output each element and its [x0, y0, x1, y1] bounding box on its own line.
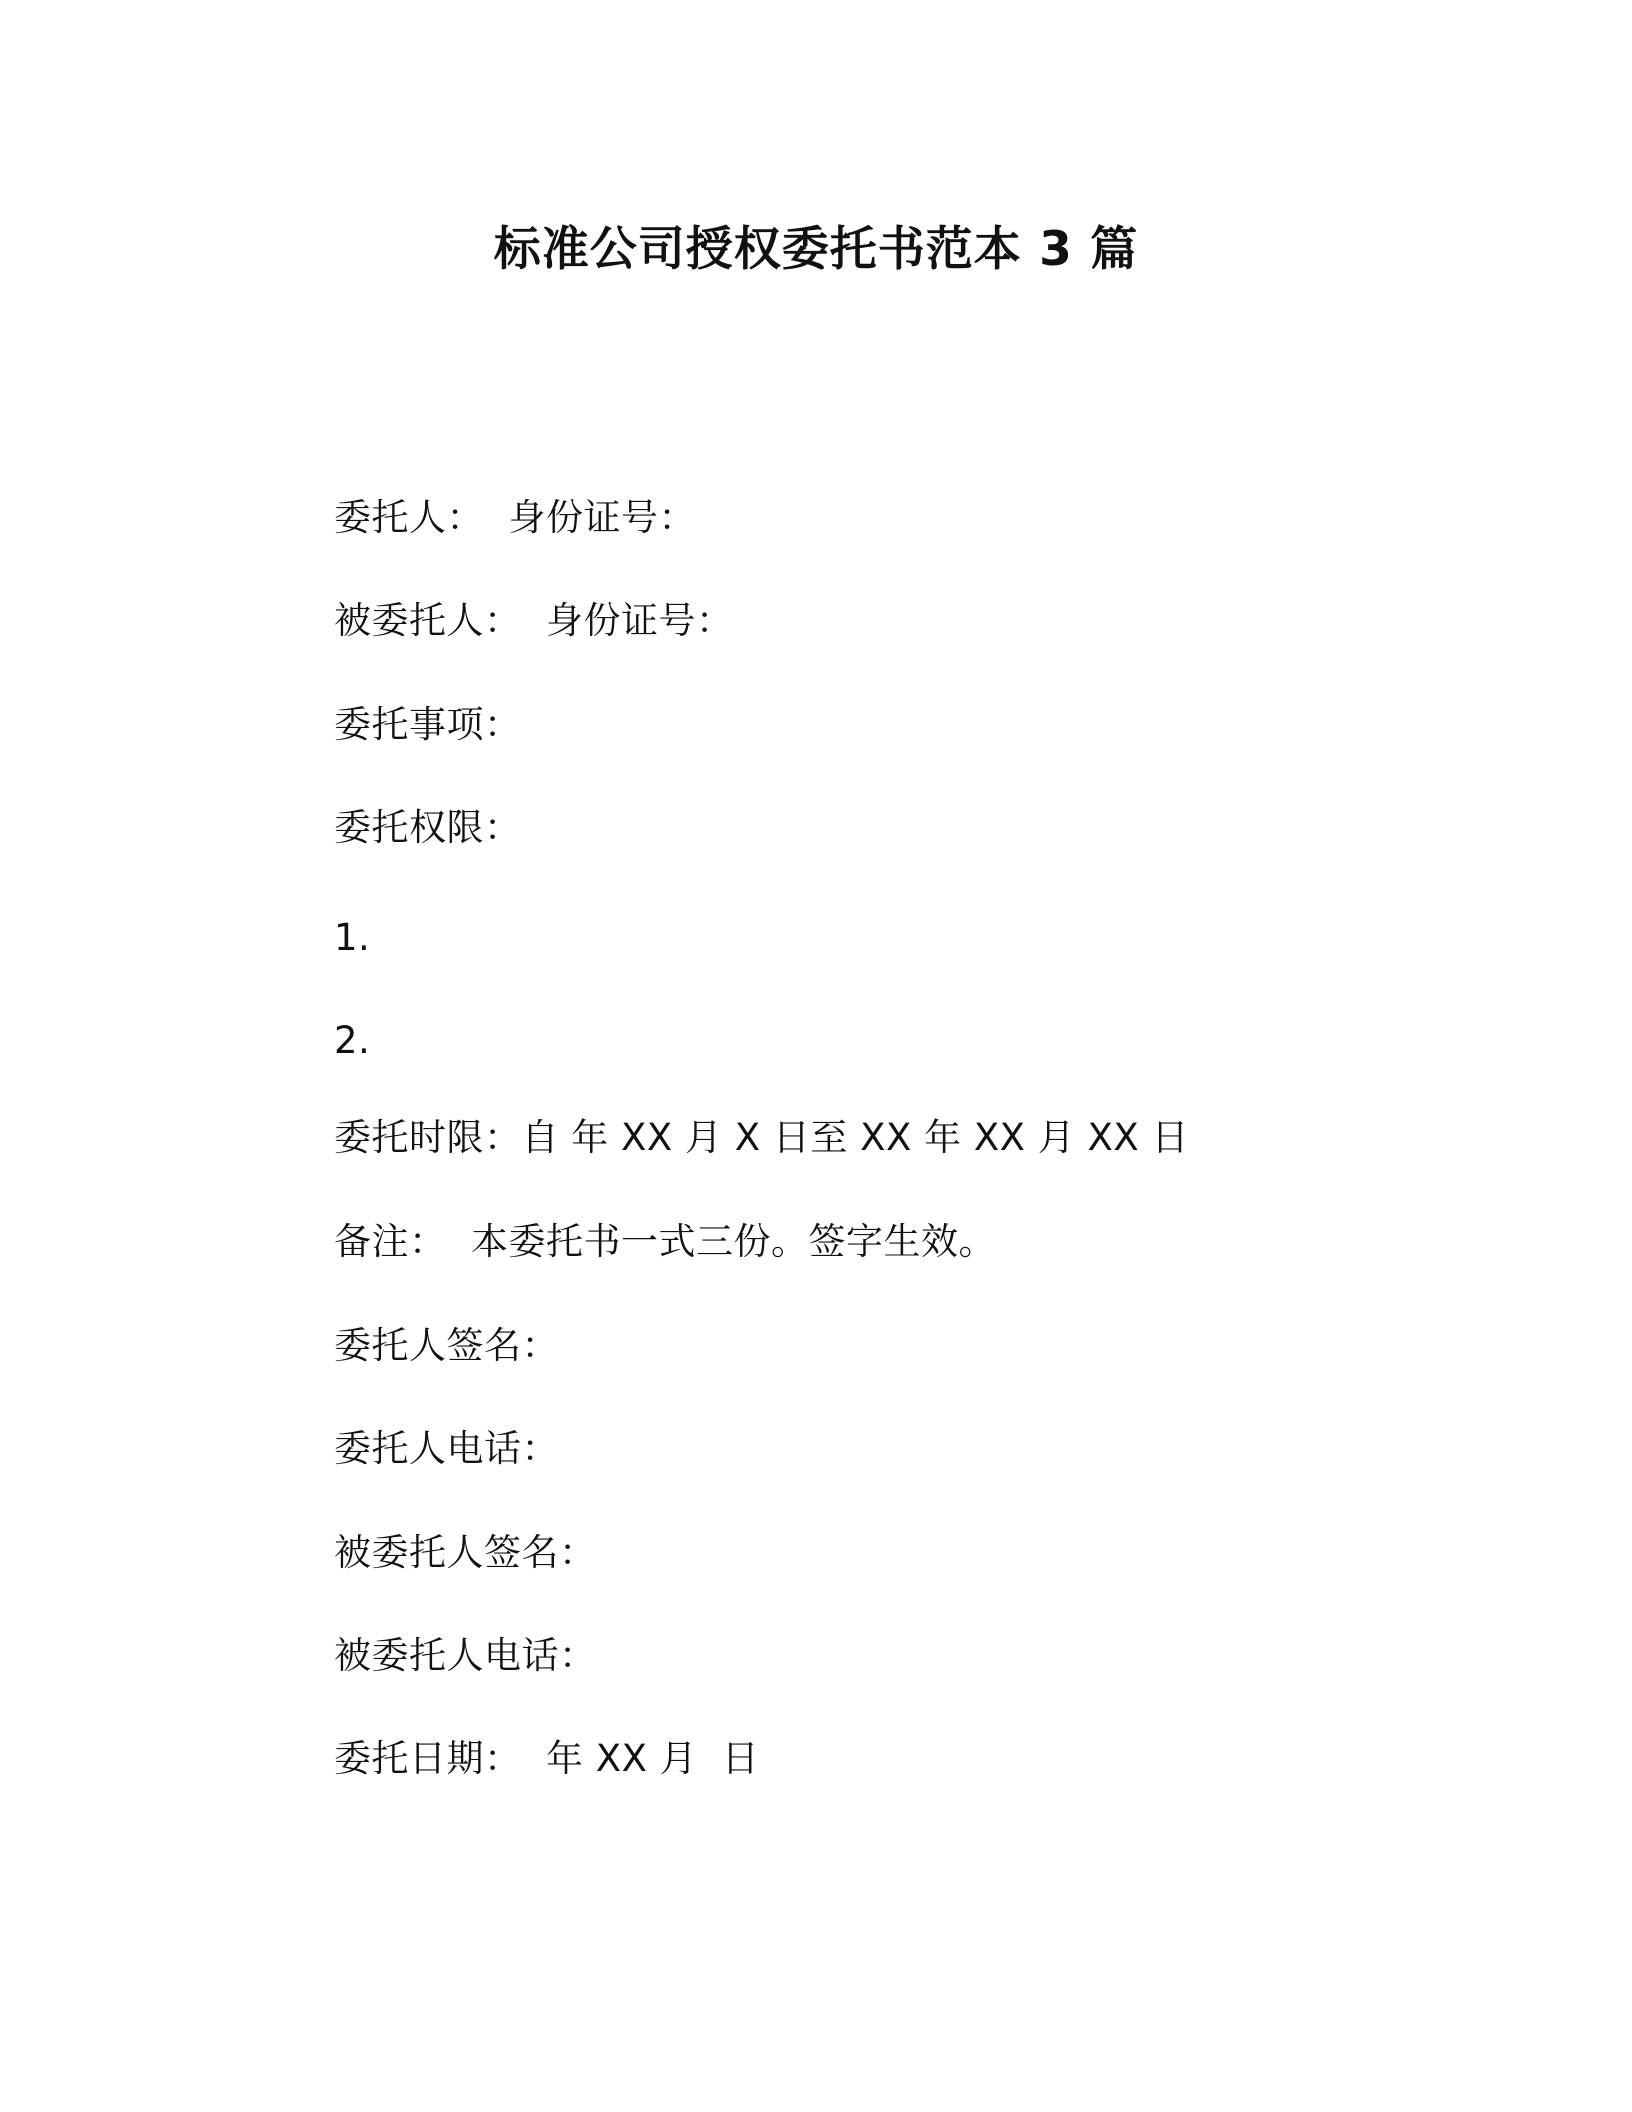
- authority-item-2: 2.: [334, 1019, 371, 1062]
- entrustment-period-line: 委托时限：自 年 XX 月 X 日至 XX 年 XX 月 XX 日: [334, 1116, 1189, 1159]
- agent-signature-line: 被委托人签名：: [334, 1531, 597, 1574]
- agent-id-line: 被委托人： 身份证号：: [334, 599, 734, 642]
- remarks-line: 备注： 本委托书一式三份。签字生效。: [334, 1220, 997, 1263]
- authority-scope-line: 委托权限：: [334, 806, 522, 849]
- agent-phone-line: 被委托人电话：: [334, 1634, 597, 1677]
- principal-signature-line: 委托人签名：: [334, 1324, 559, 1367]
- document-title: 标准公司授权委托书范本 3 篇: [493, 222, 1139, 277]
- entrusted-matters-line: 委托事项：: [334, 703, 522, 746]
- principal-phone-line: 委托人电话：: [334, 1427, 559, 1470]
- authority-item-1: 1.: [334, 916, 371, 959]
- principal-id-line: 委托人： 身份证号：: [334, 496, 697, 539]
- entrustment-date-line: 委托日期： 年 XX 月 日: [334, 1737, 760, 1780]
